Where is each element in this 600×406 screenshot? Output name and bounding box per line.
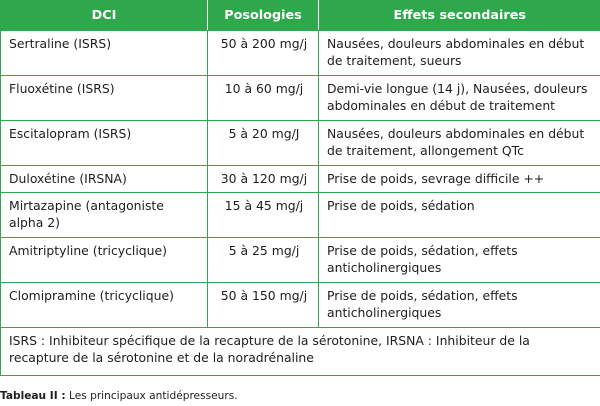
- cell-posologie: 10 à 60 mg/j: [208, 76, 319, 121]
- caption-text: Les principaux antidépresseurs.: [65, 390, 238, 402]
- table-footnote: ISRS : Inhibiteur spécifique de la recapture de la sérotonine, IRSNA : Inhibiteur de la recapture de la sérotonine et de la noradrénaline: [1, 328, 600, 376]
- cell-dci: Amitriptyline (tricyclique): [1, 238, 208, 283]
- cell-posologie: 15 à 45 mg/j: [208, 193, 319, 238]
- cell-effets: Prise de poids, sédation, effets anticholinergiques: [319, 283, 600, 328]
- cell-dci: Duloxétine (IRSNA): [1, 166, 208, 193]
- table-header-row: [1, 0, 600, 31]
- table-row: [1, 283, 600, 328]
- cell-effets: Nausées, douleurs abdominales en début de traitement, sueurs: [319, 31, 600, 76]
- table-caption: [0, 390, 238, 403]
- cell-effets: Prise de poids, sédation, effets anticholinergiques: [319, 238, 600, 283]
- cell-effets: Demi-vie longue (14 j), Nausées, douleurs abdominales en début de traitement: [319, 76, 600, 121]
- cell-posologie: 30 à 120 mg/j: [208, 166, 319, 193]
- table-row: [1, 166, 600, 193]
- table-footnote-row: [1, 328, 600, 376]
- cell-effets: Nausées, douleurs abdominales en début de traitement, allongement QTc: [319, 121, 600, 166]
- table-row: [1, 31, 600, 76]
- cell-dci: Mirtazapine (antagoniste alpha 2): [1, 193, 208, 238]
- header-posologies: Posologies: [208, 0, 319, 31]
- cell-effets: Prise de poids, sédation: [319, 193, 600, 238]
- caption-label: Tableau II :: [0, 390, 66, 402]
- cell-posologie: 5 à 25 mg/j: [208, 238, 319, 283]
- table-row: [1, 76, 600, 121]
- cell-posologie: 5 à 20 mg/J: [208, 121, 319, 166]
- cell-posologie: 50 à 150 mg/j: [208, 283, 319, 328]
- table-row: [1, 238, 600, 283]
- cell-effets: Prise de poids, sevrage difficile ++: [319, 166, 600, 193]
- header-effets-secondaires: Effets secondaires: [319, 0, 600, 31]
- cell-dci: Escitalopram (ISRS): [1, 121, 208, 166]
- cell-dci: Fluoxétine (ISRS): [1, 76, 208, 121]
- header-dci: DCI: [1, 0, 208, 31]
- cell-dci: Sertraline (ISRS): [1, 31, 208, 76]
- cell-posologie: 50 à 200 mg/j: [208, 31, 319, 76]
- cell-dci: Clomipramine (tricyclique): [1, 283, 208, 328]
- table-row: [1, 193, 600, 238]
- table-row: [1, 121, 600, 166]
